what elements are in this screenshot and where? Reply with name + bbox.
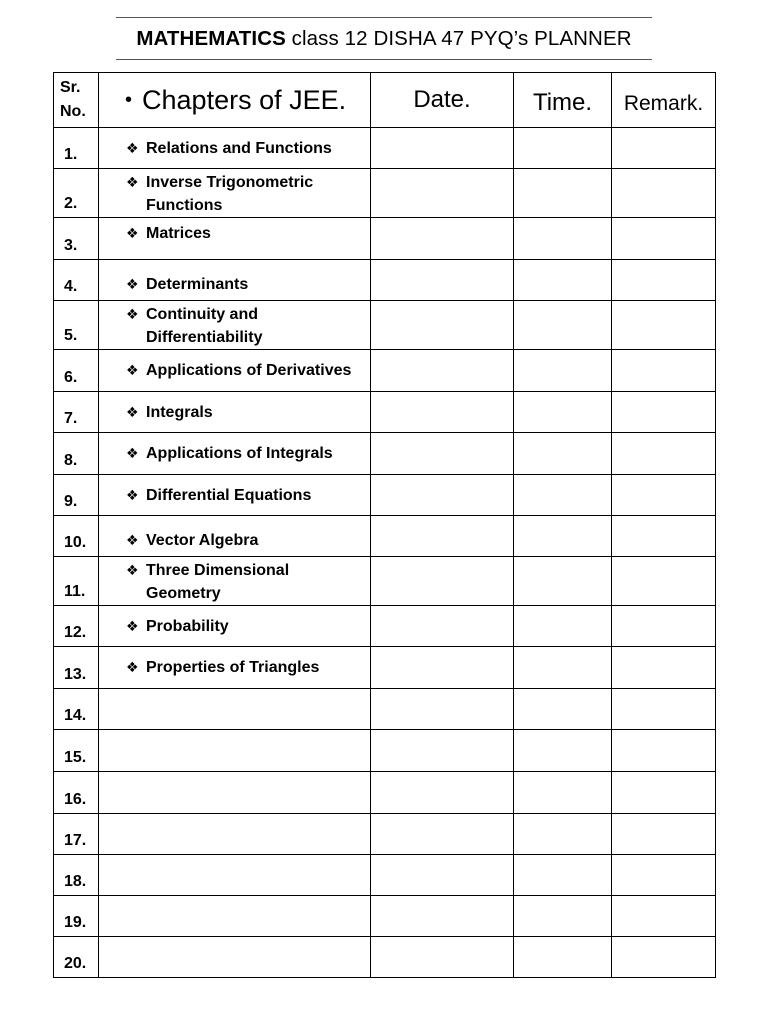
sr-no-cell: 6.	[54, 350, 99, 392]
sr-header-line1: Sr.	[60, 79, 81, 96]
date-cell[interactable]	[371, 260, 514, 301]
chapter-cell	[99, 606, 371, 647]
chapter-cell	[99, 647, 371, 689]
remark-cell[interactable]	[612, 169, 716, 218]
col-header-chapters	[99, 73, 371, 128]
time-cell[interactable]	[514, 814, 612, 855]
diamond-bullet-icon: ❖	[126, 362, 139, 378]
chapter-name	[146, 656, 370, 679]
chapter-name	[146, 401, 370, 424]
header-row	[54, 73, 716, 128]
page-header	[116, 17, 652, 60]
chapter-cell	[99, 814, 371, 855]
remark-cell[interactable]	[612, 557, 716, 606]
chapter-name-line1: Vector Algebra	[146, 532, 259, 549]
date-cell[interactable]	[371, 128, 514, 169]
chapter-name-line1: Differential Equations	[146, 486, 312, 504]
date-cell[interactable]	[371, 301, 514, 350]
chapter-name-line2: Differentiability	[146, 329, 263, 346]
sr-no-cell: 8.	[54, 433, 99, 475]
date-cell[interactable]	[371, 557, 514, 606]
diamond-bullet-icon: ❖	[126, 562, 139, 578]
time-cell[interactable]	[514, 689, 612, 730]
planner-row	[54, 772, 716, 814]
chapter-name-line1: Integrals	[146, 403, 213, 421]
chapter-cell	[99, 218, 371, 260]
planner-row	[54, 218, 716, 260]
chapter-cell	[99, 896, 371, 937]
remark-cell[interactable]	[612, 814, 716, 855]
chapter-name-line1: Relations and Functions	[146, 139, 332, 157]
diamond-bullet-icon: ❖	[126, 139, 139, 156]
chapter-name-line1: Continuity and	[146, 306, 258, 323]
chapter-cell	[99, 772, 371, 814]
date-cell[interactable]	[371, 896, 514, 937]
planner-row	[54, 896, 716, 937]
planner-row	[54, 855, 716, 896]
chapter-name	[146, 484, 370, 507]
time-cell[interactable]	[514, 896, 612, 937]
time-cell[interactable]	[514, 218, 612, 260]
page-title	[136, 27, 631, 51]
chapter-name-line1: Matrices	[146, 225, 211, 242]
diamond-bullet-icon: ❖	[126, 659, 139, 675]
time-cell[interactable]	[514, 475, 612, 516]
chapter-cell	[99, 516, 371, 557]
remark-cell[interactable]	[612, 516, 716, 557]
sr-no-cell: 10.	[54, 516, 99, 557]
planner-row	[54, 350, 716, 392]
time-cell[interactable]	[514, 301, 612, 350]
remark-cell[interactable]	[612, 606, 716, 647]
sr-no-cell: 18.	[54, 855, 99, 896]
diamond-bullet-icon: ❖	[126, 445, 139, 461]
sr-no-cell: 2.	[54, 169, 99, 218]
planner-row	[54, 647, 716, 689]
date-cell[interactable]	[371, 433, 514, 475]
remark-cell[interactable]	[612, 260, 716, 301]
chapter-name	[146, 222, 370, 245]
remark-cell[interactable]	[612, 475, 716, 516]
col-header-date: Date.	[371, 73, 514, 128]
remark-cell[interactable]	[612, 647, 716, 689]
sr-no-cell: 5.	[54, 301, 99, 350]
date-cell[interactable]	[371, 937, 514, 978]
time-cell[interactable]	[514, 647, 612, 689]
chapter-name	[146, 137, 370, 160]
date-cell[interactable]	[371, 350, 514, 392]
chapter-name-line1: Probability	[146, 617, 229, 635]
chapter-name-line1: Determinants	[146, 276, 249, 293]
time-cell[interactable]	[514, 557, 612, 606]
col-header-time: Time.	[514, 73, 612, 128]
sr-no-cell: 9.	[54, 475, 99, 516]
chapter-name-line1: Applications of Integrals	[146, 445, 333, 462]
chapter-name	[146, 171, 370, 217]
remark-cell[interactable]	[612, 392, 716, 433]
chapter-cell	[99, 128, 371, 169]
chapter-name-line1: Properties of Triangles	[146, 659, 320, 676]
remark-cell[interactable]	[612, 855, 716, 896]
time-cell[interactable]	[514, 260, 612, 301]
chapter-cell	[99, 557, 371, 606]
remark-cell[interactable]	[612, 433, 716, 475]
planner-row	[54, 606, 716, 647]
sr-no-cell: 15.	[54, 730, 99, 772]
planner-row	[54, 557, 716, 606]
chapter-name	[146, 529, 370, 552]
chapter-name-line1: Inverse Trigonometric	[146, 174, 314, 191]
sr-no-cell: 16.	[54, 772, 99, 814]
chapter-name	[146, 442, 370, 465]
date-cell[interactable]	[371, 392, 514, 433]
date-cell[interactable]	[371, 475, 514, 516]
diamond-bullet-icon: ❖	[126, 174, 139, 190]
date-cell[interactable]	[371, 772, 514, 814]
col-header-remark: Remark.	[612, 73, 716, 128]
sr-no-cell: 13.	[54, 647, 99, 689]
time-cell[interactable]	[514, 128, 612, 169]
planner-row	[54, 433, 716, 475]
diamond-bullet-icon: ❖	[126, 532, 139, 548]
diamond-bullet-icon: ❖	[126, 276, 139, 292]
chapter-name-line1: Three Dimensional	[146, 562, 290, 579]
title-subject: MATHEMATICS	[136, 26, 286, 50]
time-cell[interactable]	[514, 730, 612, 772]
planner-row	[54, 475, 716, 516]
title-rest: class 12 DISHA 47 PYQ’s PLANNER	[285, 26, 632, 50]
chapter-cell	[99, 301, 371, 350]
chapter-name-line2: Functions	[146, 197, 223, 214]
sr-no-cell: 19.	[54, 896, 99, 937]
sr-header-line2: No.	[60, 103, 86, 120]
planner-row	[54, 937, 716, 978]
date-cell[interactable]	[371, 689, 514, 730]
date-cell[interactable]	[371, 814, 514, 855]
chapter-name	[146, 303, 370, 349]
chapter-name	[146, 273, 370, 296]
remark-cell[interactable]	[612, 937, 716, 978]
sr-no-cell: 7.	[54, 392, 99, 433]
time-cell[interactable]	[514, 392, 612, 433]
chapter-cell	[99, 433, 371, 475]
diamond-bullet-icon: ❖	[126, 486, 139, 503]
time-cell[interactable]	[514, 855, 612, 896]
remark-cell[interactable]	[612, 772, 716, 814]
date-cell[interactable]	[371, 730, 514, 772]
diamond-bullet-icon: ❖	[126, 617, 139, 634]
planner-row	[54, 814, 716, 855]
sr-no-cell: 1.	[54, 128, 99, 169]
planner-row	[54, 260, 716, 301]
planner-row	[54, 392, 716, 433]
sr-no-cell: 14.	[54, 689, 99, 730]
date-cell[interactable]	[371, 647, 514, 689]
remark-cell[interactable]	[612, 301, 716, 350]
remark-cell[interactable]	[612, 350, 716, 392]
sr-no-cell: 3.	[54, 218, 99, 260]
diamond-bullet-icon: ❖	[126, 403, 139, 420]
chapter-name-line1: Applications of Derivatives	[146, 362, 352, 379]
time-cell[interactable]	[514, 433, 612, 475]
planner-row	[54, 730, 716, 772]
time-cell[interactable]	[514, 169, 612, 218]
remark-cell[interactable]	[612, 896, 716, 937]
date-cell[interactable]	[371, 169, 514, 218]
chapters-header-label: Chapters of JEE.	[142, 84, 347, 115]
planner-table	[53, 72, 716, 978]
sr-no-cell: 11.	[54, 557, 99, 606]
chapter-name	[146, 615, 370, 638]
remark-cell[interactable]	[612, 730, 716, 772]
bullet-icon: •	[125, 88, 133, 111]
date-cell[interactable]	[371, 855, 514, 896]
chapter-cell	[99, 730, 371, 772]
chapter-name	[146, 559, 370, 605]
planner-row	[54, 169, 716, 218]
sr-no-cell: 12.	[54, 606, 99, 647]
chapter-cell	[99, 937, 371, 978]
remark-cell[interactable]	[612, 689, 716, 730]
sr-no-cell: 20.	[54, 937, 99, 978]
chapter-cell	[99, 689, 371, 730]
sr-no-cell: 4.	[54, 260, 99, 301]
col-header-sr-no	[54, 73, 99, 128]
date-cell[interactable]	[371, 606, 514, 647]
time-cell[interactable]	[514, 937, 612, 978]
chapter-cell	[99, 169, 371, 218]
planner-row	[54, 301, 716, 350]
chapter-cell	[99, 260, 371, 301]
remark-cell[interactable]	[612, 128, 716, 169]
time-cell[interactable]	[514, 772, 612, 814]
time-cell[interactable]	[514, 350, 612, 392]
chapter-cell	[99, 350, 371, 392]
date-cell[interactable]	[371, 218, 514, 260]
chapter-cell	[99, 855, 371, 896]
chapter-cell	[99, 475, 371, 516]
planner-row	[54, 128, 716, 169]
sr-no-cell: 17.	[54, 814, 99, 855]
time-cell[interactable]	[514, 516, 612, 557]
remark-cell[interactable]	[612, 218, 716, 260]
diamond-bullet-icon: ❖	[126, 225, 139, 241]
chapter-cell	[99, 392, 371, 433]
date-cell[interactable]	[371, 516, 514, 557]
chapter-name-line2: Geometry	[146, 585, 221, 602]
planner-row	[54, 689, 716, 730]
chapter-name	[146, 359, 370, 382]
time-cell[interactable]	[514, 606, 612, 647]
planner-row	[54, 516, 716, 557]
diamond-bullet-icon: ❖	[126, 306, 139, 322]
